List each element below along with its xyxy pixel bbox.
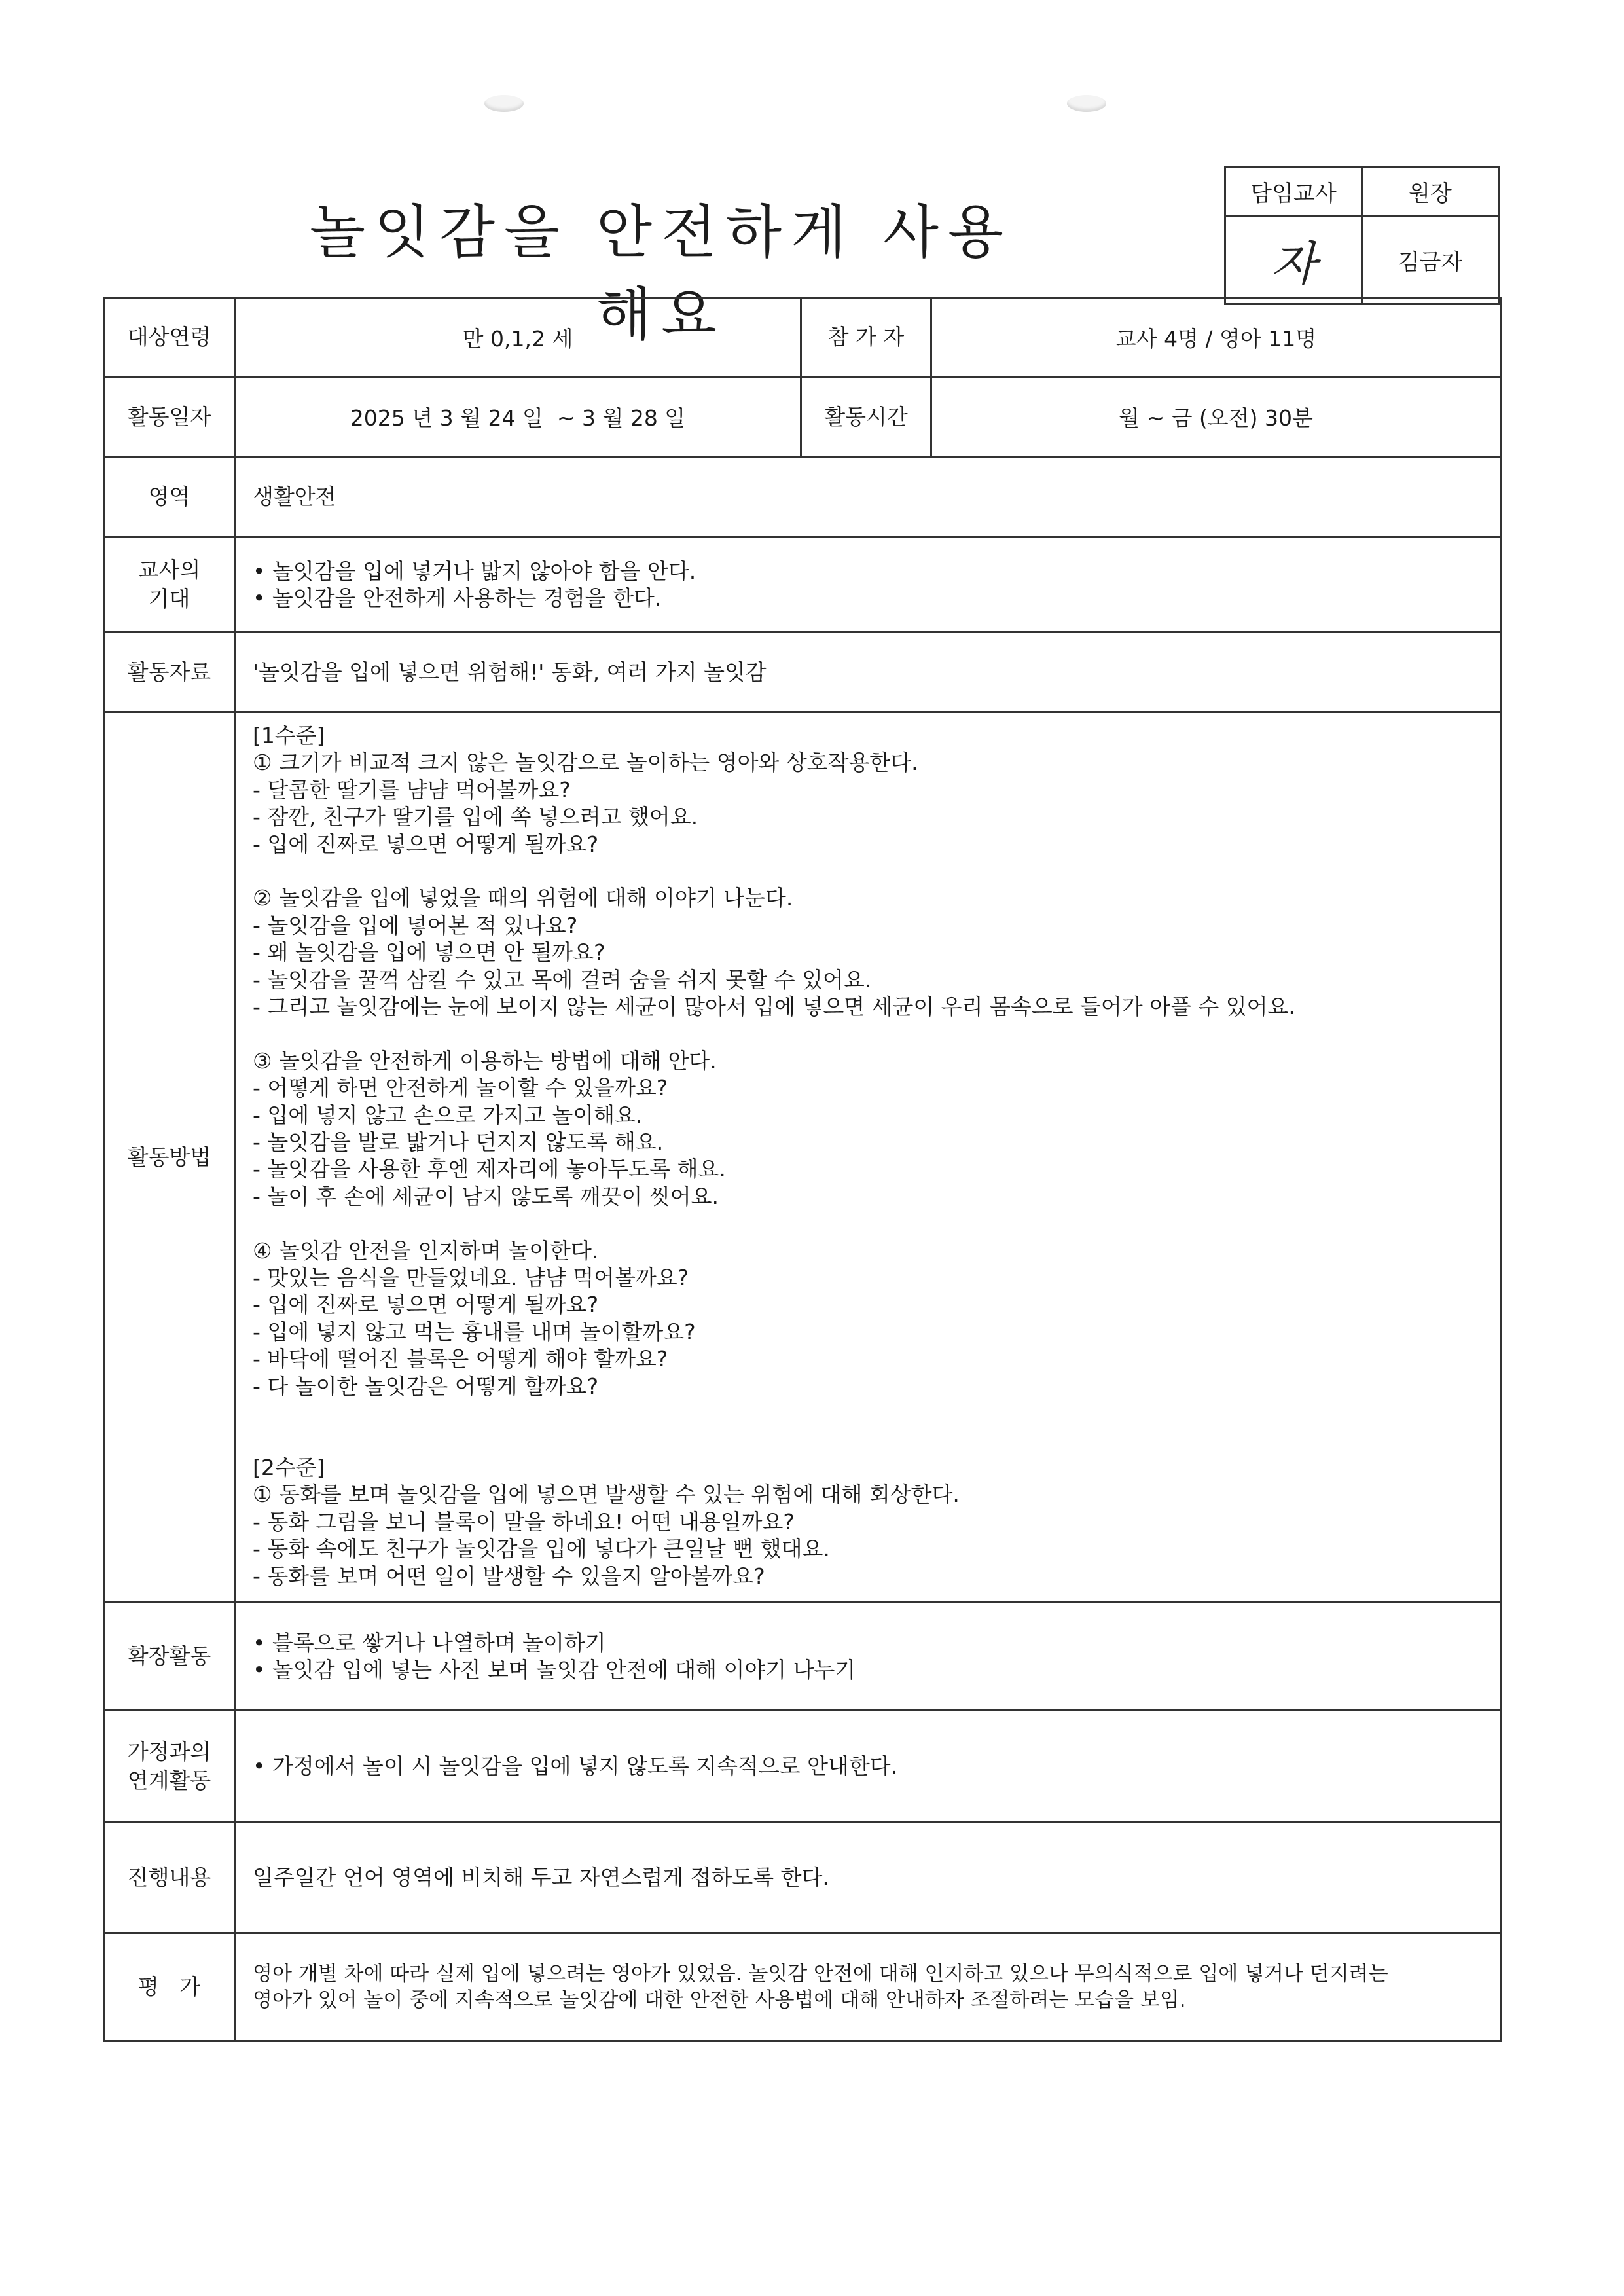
method-spacer bbox=[253, 858, 1500, 884]
method-line: - 놀이 후 손에 세균이 남지 않도록 깨끗이 씻어요. bbox=[253, 1183, 719, 1209]
method-line: ④ 놀잇감 안전을 인지하며 놀이한다. bbox=[253, 1237, 599, 1264]
teacher-expectation-label-line1: 교사의 bbox=[137, 556, 201, 583]
method-line: - 동화를 보며 어떤 일이 발생할 수 있을지 알아볼까요? bbox=[253, 1563, 765, 1589]
method-line: - 동화 그림을 보니 블록이 말을 하네요! 어떤 내용일까요? bbox=[253, 1508, 795, 1535]
method-line: - 달콤한 딸기를 냠냠 먹어볼까요? bbox=[253, 776, 571, 803]
method-line: - 그리고 놀잇감에는 눈에 보이지 않는 세균이 많아서 입에 넣으면 세균이 우리 몸속으로 들어가 아플 수 있어요. bbox=[253, 994, 1295, 1020]
expectation-item: • 놀잇감을 입에 넣거나 밟지 않아야 함을 안다. bbox=[253, 558, 696, 584]
method-spacer bbox=[253, 1210, 1500, 1237]
method-line: - 놀잇감을 발로 밟거나 던지지 않도록 해요. bbox=[253, 1129, 664, 1156]
activity-plan-table bbox=[103, 297, 1502, 2042]
evaluation-content bbox=[235, 1933, 1501, 2041]
method-spacer bbox=[253, 1020, 1500, 1047]
method-line: ① 크기가 비교적 크지 않은 놀잇감으로 놀이하는 영아와 상호작용한다. bbox=[253, 750, 918, 776]
method-line: - 맛있는 음식을 만들었네요. 냠냠 먹어볼까요? bbox=[253, 1265, 689, 1291]
method-line: - 왜 놀잇감을 입에 넣으면 안 될까요? bbox=[253, 939, 605, 966]
extension-content bbox=[235, 1603, 1501, 1711]
evaluation-line: 영아 개별 차에 따라 실제 입에 넣으려는 영아가 있었음. 놀잇감 안전에 대해 인지하고 있으나 무의식적으로 입에 넣거나 던지려는 bbox=[253, 1962, 1388, 1986]
director-name: 김금자 bbox=[1362, 216, 1499, 304]
method-line: - 바닥에 떨어진 블록은 어떻게 해야 할까요? bbox=[253, 1346, 668, 1372]
method-line: [1수준] bbox=[253, 723, 325, 748]
method-label: 활동방법 bbox=[104, 712, 235, 1603]
teacher-expectation-label bbox=[104, 537, 235, 632]
home-link-label-line2: 연계활동 bbox=[127, 1767, 211, 1793]
method-line: - 입에 넣지 않고 손으로 가지고 놀이해요. bbox=[253, 1102, 643, 1128]
method-line: ① 동화를 보며 놀잇감을 입에 넣으면 발생할 수 있는 위험에 대해 회상한다. bbox=[253, 1482, 960, 1508]
area-label: 영역 bbox=[104, 457, 235, 537]
method-line: - 놀잇감을 입에 넣어본 적 있나요? bbox=[253, 912, 578, 938]
method-line: - 입에 넣지 않고 먹는 흉내를 내며 놀이할까요? bbox=[253, 1319, 696, 1345]
director-approval-label: 원장 bbox=[1362, 167, 1499, 216]
method-line: ② 놀잇감을 입에 넣었을 때의 위험에 대해 이야기 나눈다. bbox=[253, 885, 793, 911]
method-line: - 입에 진짜로 넣으면 어떻게 될까요? bbox=[253, 831, 599, 857]
page-title: 놀잇감을 안전하게 사용해요 bbox=[309, 198, 1013, 348]
activity-date-value: 2025 년 3 월 24 일 ~ 3 월 28 일 bbox=[235, 377, 801, 457]
punch-hole-right bbox=[1067, 95, 1106, 112]
method-line: - 놀잇감을 꿀꺽 삼킬 수 있고 목에 걸려 숨을 쉬지 못할 수 있어요. bbox=[253, 966, 872, 993]
extension-item: • 놀잇감 입에 넣는 사진 보며 놀잇감 안전에 대해 이야기 나누기 bbox=[253, 1657, 856, 1683]
method-content bbox=[235, 712, 1501, 1603]
materials-label: 활동자료 bbox=[104, 632, 235, 712]
participants-value: 교사 4명 / 영아 11명 bbox=[931, 298, 1501, 377]
method-line: - 어떻게 하면 안전하게 놀이할 수 있을까요? bbox=[253, 1075, 668, 1101]
teacher-signature bbox=[1225, 216, 1362, 304]
expectation-item: • 놀잇감을 안전하게 사용하는 경험을 한다. bbox=[253, 585, 662, 611]
activity-date-label: 활동일자 bbox=[104, 377, 235, 457]
activity-time-value: 월 ~ 금 (오전) 30분 bbox=[931, 377, 1501, 457]
target-age-label: 대상연령 bbox=[104, 298, 235, 377]
teacher-signature-mark: 자 bbox=[1271, 236, 1316, 291]
approval-box bbox=[1224, 166, 1500, 305]
evaluation-label: 평 가 bbox=[104, 1933, 235, 2041]
method-line: ③ 놀잇감을 안전하게 이용하는 방법에 대해 안다. bbox=[253, 1048, 717, 1074]
activity-time-label: 활동시간 bbox=[801, 377, 931, 457]
materials-value: '놀잇감을 입에 넣으면 위험해!' 동화, 여러 가지 놀잇감 bbox=[235, 632, 1501, 712]
progress-label: 진행내용 bbox=[104, 1822, 235, 1933]
teacher-expectation-label-line2: 기대 bbox=[148, 585, 190, 611]
method-line: - 잠깐, 친구가 딸기를 입에 쏙 넣으려고 했어요. bbox=[253, 804, 698, 830]
evaluation-line: 영아가 있어 놀이 중에 지속적으로 놀잇감에 대한 안전한 사용법에 대해 안내하자 조절하려는 모습을 보임. bbox=[253, 1988, 1186, 2012]
teacher-approval-label: 담임교사 bbox=[1225, 167, 1362, 216]
teacher-expectation-content bbox=[235, 537, 1501, 632]
progress-content: 일주일간 언어 영역에 비치해 두고 자연스럽게 접하도록 한다. bbox=[235, 1822, 1501, 1933]
extension-label: 확장활동 bbox=[104, 1603, 235, 1711]
home-link-label-line1: 가정과의 bbox=[127, 1738, 211, 1764]
home-link-label bbox=[104, 1711, 235, 1822]
extension-item: • 블록으로 쌓거나 나열하며 놀이하기 bbox=[253, 1630, 606, 1656]
method-line: - 다 놀이한 놀잇감은 어떻게 할까요? bbox=[253, 1373, 599, 1399]
home-link-content: • 가정에서 놀이 시 놀잇감을 입에 넣지 않도록 지속적으로 안내한다. bbox=[235, 1711, 1501, 1822]
method-line: - 놀잇감을 사용한 후엔 제자리에 놓아두도록 해요. bbox=[253, 1156, 726, 1182]
participants-label: 참 가 자 bbox=[801, 298, 931, 377]
target-age-value: 만 0,1,2 세 bbox=[235, 298, 801, 377]
method-spacer bbox=[253, 1400, 1500, 1427]
area-value: 생활안전 bbox=[235, 457, 1501, 537]
method-line: - 입에 진짜로 넣으면 어떻게 될까요? bbox=[253, 1292, 599, 1318]
method-spacer bbox=[253, 1427, 1500, 1454]
punch-hole-left bbox=[484, 95, 524, 112]
method-line: - 동화 속에도 친구가 놀잇감을 입에 넣다가 큰일날 뻔 했대요. bbox=[253, 1536, 830, 1562]
method-line: [2수준] bbox=[253, 1454, 325, 1480]
